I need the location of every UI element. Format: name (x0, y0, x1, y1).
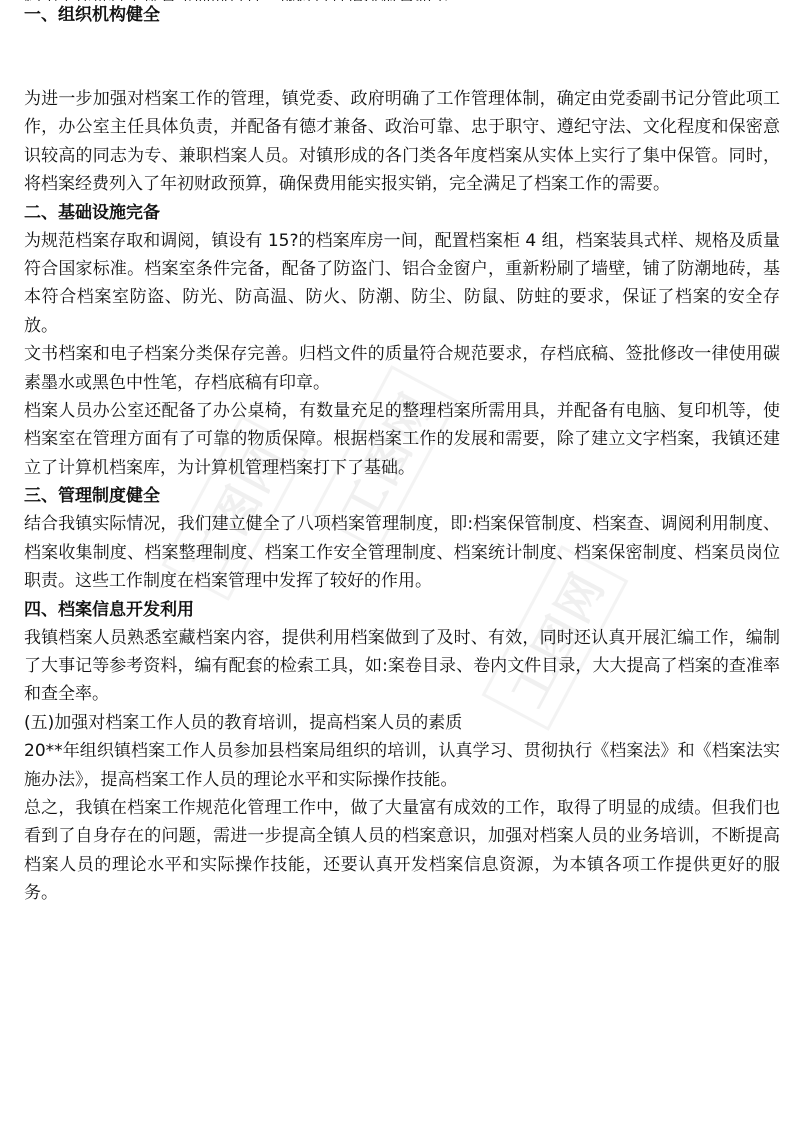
section-heading-organization: 一、组织机构健全 (24, 5, 160, 25)
paragraph-training: 20**年组织镇档案工作人员参加县档案局组织的培训，认真学习、贯彻执行《档案法》和《档案法实施办法》，提高档案工作人员的理论水平和实际操作技能。 (24, 741, 780, 790)
section-heading-utilization: 四、档案信息开发利用 (24, 599, 194, 620)
paragraph-facilities-equipment: 档案人员办公室还配备了办公桌椅，有数量充足的整理档案所需用具，并配备有电脑、复印机等，使档案室在管理方面有了可靠的物质保障。根据档案工作的发展和需要，除了建立文字档案，我镇还建立了计算机档案库，为计算机管理档案打下了基础。 (24, 401, 780, 478)
section-heading-facilities: 二、基础设施完备 (24, 202, 160, 223)
paragraph-rules: 结合我镇实际情况，我们建立健全了八项档案管理制度，即:档案保管制度、档案查、调阅利用制度、档案收集制度、档案整理制度、档案工作安全管理制度、档案统计制度、档案保密制度、档案员岗位职责。这些工作制度在档案管理中发挥了较好的作用。 (24, 514, 780, 592)
document-page (24, 0, 780, 908)
paragraph-facilities-classification: 文书档案和电子档案分类保存完善。归档文件的质量符合规范要求，存档底稿、签批修改一律使用碳素墨水或黑色中性笔，存档底稿有印章。 (24, 344, 780, 393)
watermark-stamp-right: 工图网 (482, 545, 629, 731)
paragraph-training-heading: (五)加强对档案工作人员的教育培训，提高档案人员的素质 (24, 712, 463, 733)
section-heading-rules: 三、管理制度健全 (24, 486, 160, 507)
blank-gap (24, 29, 780, 85)
paragraph-conclusion: 总之，我镇在档案工作规范化管理工作中，做了大量富有成效的工作，取得了明显的成绩。但我们也看到了自身存在的问题，需进一步提高全镇人员的档案意识，加强对档案人员的业务培训，不断提高档案人员的理论水平和实际操作技能，还要认真开发档案信息资源，为本镇各项工作提供更好的服务。 (24, 797, 780, 904)
watermark-stamp-left: 工图网 (162, 415, 309, 601)
paragraph-utilization: 我镇档案人员熟悉室藏档案内容，提供利用档案做到了及时、有效，同时还认真开展汇编工作，编制了大事记等参考资料，编有配套的检索工具，如:案卷目录、卷内文件目录，大大提高了档案的查准率和查全率。 (24, 627, 780, 705)
paragraph-facilities-storage: 为规范档案存取和调阅，镇设有 15?的档案库房一间，配置档案柜 4 组，档案装具式样、规格及质量符合国家标准。档案室条件完备，配备了防盗门、铝合金窗户，重新粉刷了墙壁，铺了防潮地砖，基本符合档案室防盗、防光、防高温、防火、防潮、防尘、防鼠、防蛀的要求，保证了档案的安全存放。 (24, 230, 780, 336)
paragraph-organization: 为进一步加强对档案工作的管理，镇党委、政府明确了工作管理体制，确定由党委副书记分管此项工作，办公室主任具体负责，并配备有德才兼备、政治可靠、忠于职守、遵纪守法、文化程度和保密意识较高的同志为专、兼职档案人员。对镇形成的各门类各年度档案从实体上实行了集中保管。同时，将档案经费列入了年初财政预算，确保费用能实报实销，完全满足了档案工作的需要。 (24, 89, 780, 195)
watermark-stamp-center: 工图网 (312, 365, 459, 551)
